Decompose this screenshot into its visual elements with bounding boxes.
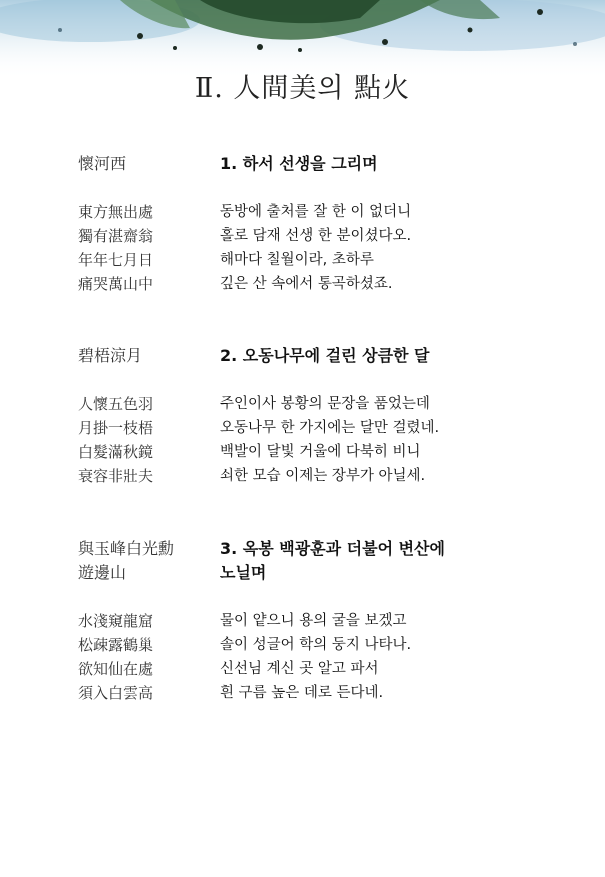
- verse-line: [0, 224, 605, 248]
- poem-heading: [0, 152, 605, 176]
- poem-title-chinese: 與玉峰白光勳: [78, 539, 175, 558]
- poem-title-chinese: 懷河西: [78, 154, 127, 173]
- poem-heading: [0, 344, 605, 368]
- verse-chinese: 人懷五色羽: [78, 395, 154, 413]
- verse-line: [0, 681, 605, 705]
- verse-korean: 백발이 달빛 거울에 다북히 비니: [220, 444, 421, 460]
- verse-line: [0, 248, 605, 272]
- verse-korean: 동방에 출처를 잘 한 이 없더니: [220, 204, 412, 220]
- verse-chinese: 東方無出處: [78, 203, 154, 221]
- poem-title-korean: 1. 하서 선생을 그리며: [220, 154, 378, 173]
- poem-2: [0, 344, 605, 488]
- verse-line: [0, 609, 605, 633]
- verse-chinese: 松疎露鶴巢: [78, 636, 154, 654]
- poem-title-korean: 3. 옥봉 백광훈과 더불어 변산에: [220, 539, 445, 558]
- verse-line: [0, 633, 605, 657]
- page-title: Ⅱ. 人間美의 點火: [194, 73, 411, 104]
- verse-korean: 홀로 담재 선생 한 분이셨다오.: [220, 228, 412, 244]
- verse-chinese: 水淺窺龍窟: [78, 612, 154, 630]
- poem-title-korean: 2. 오동나무에 걸린 상큼한 달: [220, 346, 430, 365]
- verse-chinese: 白髮滿秋鏡: [78, 443, 154, 461]
- verse-korean: 물이 얕으니 용의 굴을 보겠고: [220, 613, 407, 629]
- verse-chinese: 痛哭萬山中: [78, 275, 154, 293]
- poem-heading-continued: [0, 561, 605, 585]
- verse-chinese: 欲知仙在處: [78, 660, 154, 678]
- verse-chinese: 月掛一枝梧: [78, 419, 154, 437]
- verse-korean: 신선님 계신 곳 알고 파서: [220, 661, 379, 677]
- verse-line: [0, 272, 605, 296]
- verse-korean: 깊은 산 속에서 통곡하셨죠.: [220, 276, 393, 292]
- verse-line: [0, 657, 605, 681]
- poem-3: [0, 537, 605, 705]
- verse-line: [0, 200, 605, 224]
- verse-chinese: 衰容非壯夫: [78, 467, 154, 485]
- verse-korean: 주인이사 봉황의 문장을 품었는데: [220, 396, 430, 412]
- poem-title-chinese: 遊邊山: [78, 563, 127, 582]
- poem-heading: [0, 537, 605, 561]
- poem-title-chinese: 碧梧涼月: [78, 346, 143, 365]
- verse-line: [0, 392, 605, 416]
- verse-line: [0, 416, 605, 440]
- verse-korean: 오동나무 한 가지에는 달만 걸렸네.: [220, 420, 440, 436]
- poem-title-korean: 노닐며: [220, 563, 267, 582]
- verse-korean: 솔이 성글어 학의 둥지 나타나.: [220, 637, 412, 653]
- verse-korean: 쇠한 모습 이제는 장부가 아닐세.: [220, 468, 426, 484]
- verse-line: [0, 440, 605, 464]
- verse-chinese: 獨有湛齋翁: [78, 227, 154, 245]
- verse-korean: 해마다 칠월이라, 초하루: [220, 252, 374, 268]
- verse-chinese: 須入白雲高: [78, 684, 154, 702]
- verse-korean: 흰 구름 높은 데로 든다네.: [220, 685, 384, 701]
- verse-line: [0, 464, 605, 488]
- poem-1: [0, 152, 605, 296]
- verse-chinese: 年年七月日: [78, 251, 154, 269]
